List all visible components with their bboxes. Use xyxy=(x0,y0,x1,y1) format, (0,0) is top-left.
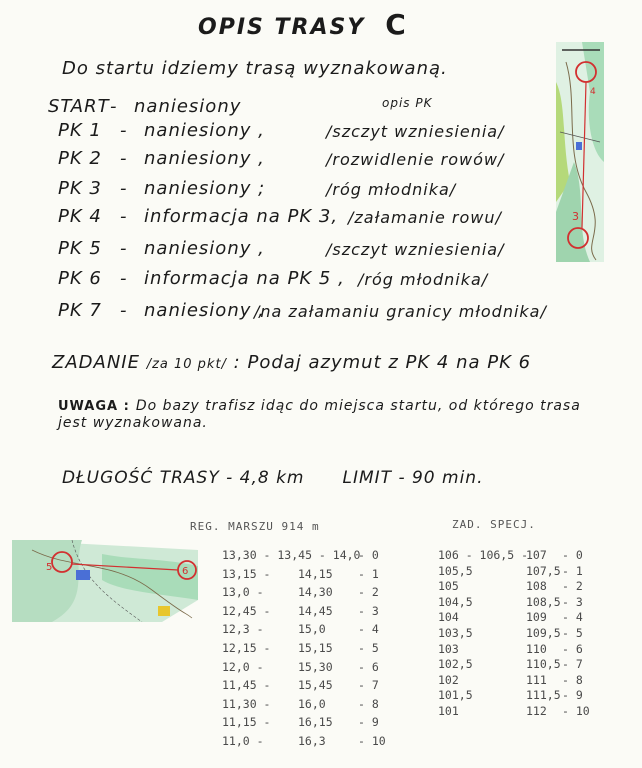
route-code: PK 1 xyxy=(58,120,102,141)
table-row xyxy=(222,660,398,676)
note-label: UWAGA : xyxy=(58,399,130,414)
table-row xyxy=(438,626,602,642)
route-row-pk5 xyxy=(58,238,505,266)
route-row-pk3 xyxy=(58,178,457,206)
cell-score: - 9 xyxy=(358,715,379,730)
table-row xyxy=(222,697,398,713)
route-sep: - xyxy=(120,148,128,169)
cell-from: 12,3 - xyxy=(222,622,264,637)
table-row xyxy=(222,604,398,620)
table-row xyxy=(438,704,602,720)
route-row-pk6 xyxy=(58,268,489,296)
cell-from: 106 - 106,5 - xyxy=(438,548,529,562)
route-desc: /szczyt wzniesienia/ xyxy=(326,240,505,259)
cell-to: 15,15 xyxy=(298,641,333,655)
cell-from: 102 xyxy=(438,672,459,687)
route-info: naniesiony xyxy=(134,96,242,117)
map-strip xyxy=(556,42,604,262)
cell-score: - 9 xyxy=(562,688,583,703)
table-row xyxy=(222,641,398,657)
map-corner-label-6: 6 xyxy=(182,566,189,577)
route-desc: /róg młodnika/ xyxy=(358,270,489,289)
cell-from: 105,5 xyxy=(438,563,473,578)
route-code: PK 4 xyxy=(58,206,102,227)
cell-score: - 10 xyxy=(358,734,386,748)
route-code: PK 3 xyxy=(58,178,102,199)
table-row xyxy=(438,548,602,564)
cell-from: 105 xyxy=(438,579,459,594)
cell-score: - 5 xyxy=(358,641,379,655)
pace-table-heading: REG. MARSZU 914 m xyxy=(190,520,320,533)
page-title xyxy=(198,8,408,41)
route-desc: /szczyt wzniesienia/ xyxy=(326,122,505,141)
map-corner xyxy=(12,540,198,622)
cell-to: 16,15 xyxy=(298,715,333,730)
task-points: /za 10 pkt/ xyxy=(146,357,227,372)
time-limit: LIMIT - 90 min. xyxy=(342,468,484,488)
cell-from: 13,15 - xyxy=(222,566,271,581)
route-row-pk1 xyxy=(58,120,505,148)
cell-score: - 3 xyxy=(562,594,583,609)
map-strip-label-3: 3 xyxy=(572,210,579,223)
map-strip-label-4: 4 xyxy=(590,87,596,97)
route-sep: - xyxy=(120,206,128,227)
route-sep: - xyxy=(120,238,128,259)
route-code: PK 2 xyxy=(58,148,102,169)
cell-score: - 10 xyxy=(562,704,590,718)
table-row xyxy=(222,567,398,583)
route-info: naniesiony , xyxy=(144,300,265,321)
special-task-heading: ZAD. SPECJ. xyxy=(452,518,536,531)
table-row xyxy=(438,657,602,673)
table-row xyxy=(438,642,602,658)
table-row xyxy=(222,548,398,564)
cell-score: - 2 xyxy=(562,579,583,594)
table-row xyxy=(222,585,398,601)
route-info: informacja na PK 3, xyxy=(144,206,339,227)
cell-from: 101,5 xyxy=(438,688,473,703)
cell-score: - 4 xyxy=(562,610,583,625)
cell-from: 102,5 xyxy=(438,657,473,672)
cell-from: 12,15 - xyxy=(222,641,271,655)
map-strip-drawing xyxy=(556,42,604,262)
route-desc: /na załamaniu granicy młodnika/ xyxy=(254,302,547,321)
cell-from: 12,0 - xyxy=(222,659,264,674)
cell-score: - 8 xyxy=(358,696,379,711)
cell-score: - 6 xyxy=(358,659,379,674)
table-row xyxy=(438,579,602,595)
cell-score: - 0 xyxy=(358,548,379,562)
table-row xyxy=(438,595,602,611)
cell-from: 104,5 xyxy=(438,594,473,609)
table-row xyxy=(438,688,602,704)
length-label: DŁUGOŚĆ TRASY - 4,8 km xyxy=(62,468,305,488)
table-row xyxy=(438,564,602,580)
route-info: naniesiony , xyxy=(144,238,265,259)
cell-to: 108 xyxy=(526,579,547,594)
table-row xyxy=(438,610,602,626)
cell-to: 15,45 xyxy=(298,678,333,693)
map-corner-label-5: 5 xyxy=(46,562,53,573)
cell-from: 103 xyxy=(438,641,459,656)
note-text: Do bazy trafisz idąc do miejsca startu, od którego trasa jest wyznakowana. xyxy=(58,398,581,431)
task-line xyxy=(52,352,531,373)
route-desc: /rozwidlenie rowów/ xyxy=(326,150,505,169)
cell-to: 14,15 xyxy=(298,566,333,581)
cell-score: - 4 xyxy=(358,622,379,637)
cell-from: 13,0 - xyxy=(222,585,264,600)
route-code: PK 5 xyxy=(58,238,102,259)
cell-to: 16,0 xyxy=(298,696,326,711)
route-info: naniesiony ; xyxy=(144,178,266,199)
cell-to: 110,5 xyxy=(526,657,561,672)
table-row xyxy=(222,622,398,638)
route-info: naniesiony , xyxy=(144,120,265,141)
route-code: PK 7 xyxy=(58,300,102,321)
route-row-pk4 xyxy=(58,206,502,234)
cell-to: 110 xyxy=(526,641,547,656)
cell-to: 109 xyxy=(526,610,547,625)
cell-score: - 6 xyxy=(562,641,583,656)
task-text: : Podaj azymut z PK 4 na PK 6 xyxy=(233,352,532,373)
cell-score: - 3 xyxy=(358,603,379,618)
route-row-pk7 xyxy=(58,300,547,328)
route-info: informacja na PK 5 , xyxy=(144,268,345,289)
cell-score: - 1 xyxy=(358,566,379,581)
cell-from: 13,30 - 13,45 - 14,0 xyxy=(222,548,361,562)
intro-text: Do startu idziemy trasą wyznakowaną. xyxy=(62,58,448,79)
cell-score: - 7 xyxy=(358,678,379,693)
route-desc: /róg młodnika/ xyxy=(326,180,457,199)
cell-to: 107,5 xyxy=(526,563,561,578)
cell-to: 108,5 xyxy=(526,594,561,609)
route-code: PK 6 xyxy=(58,268,102,289)
route-letter: C xyxy=(385,8,408,41)
cell-score: - 7 xyxy=(562,657,583,672)
task-label: ZADANIE xyxy=(52,352,140,373)
route-row-pk2 xyxy=(58,148,505,176)
cell-score: - 0 xyxy=(562,548,583,562)
cell-score: - 2 xyxy=(358,585,379,600)
route-sep: - xyxy=(120,268,128,289)
cell-from: 11,30 - xyxy=(222,696,271,711)
cell-to: 15,0 xyxy=(298,622,326,637)
cell-to: 111 xyxy=(526,672,547,687)
table-row xyxy=(438,673,602,689)
cell-from: 104 xyxy=(438,610,459,625)
note-block xyxy=(58,398,598,432)
cell-score: - 5 xyxy=(562,626,583,640)
cell-to: 111,5 xyxy=(526,688,561,703)
cell-from: 11,45 - xyxy=(222,678,271,693)
table-row xyxy=(222,715,398,731)
cell-score: - 1 xyxy=(562,563,583,578)
length-line xyxy=(62,468,484,488)
cell-to: 107 xyxy=(526,548,547,562)
cell-to: 16,3 xyxy=(298,734,326,748)
cell-score: - 8 xyxy=(562,672,583,687)
route-sep: - xyxy=(120,120,128,141)
cell-to: 109,5 xyxy=(526,626,561,640)
cell-to: 14,45 xyxy=(298,603,333,618)
opis-heading: opis PK xyxy=(382,96,433,110)
cell-from: 11,15 - xyxy=(222,715,271,730)
table-row xyxy=(222,678,398,694)
route-code: START xyxy=(48,96,110,117)
cell-to: 15,30 xyxy=(298,659,333,674)
route-desc: /załamanie rowu/ xyxy=(348,208,502,227)
route-sep: - xyxy=(120,178,128,199)
title-text: OPIS TRASY xyxy=(198,15,366,40)
cell-from: 101 xyxy=(438,704,459,718)
table-row xyxy=(222,734,398,750)
cell-from: 11,0 - xyxy=(222,734,264,748)
route-info: naniesiony , xyxy=(144,148,265,169)
route-sep: - xyxy=(120,300,128,321)
cell-to: 112 xyxy=(526,704,547,718)
cell-to: 14,30 xyxy=(298,585,333,600)
cell-from: 103,5 xyxy=(438,626,473,640)
map-corner-drawing xyxy=(12,540,198,622)
cell-from: 12,45 - xyxy=(222,603,271,618)
route-sep: - xyxy=(110,96,118,117)
